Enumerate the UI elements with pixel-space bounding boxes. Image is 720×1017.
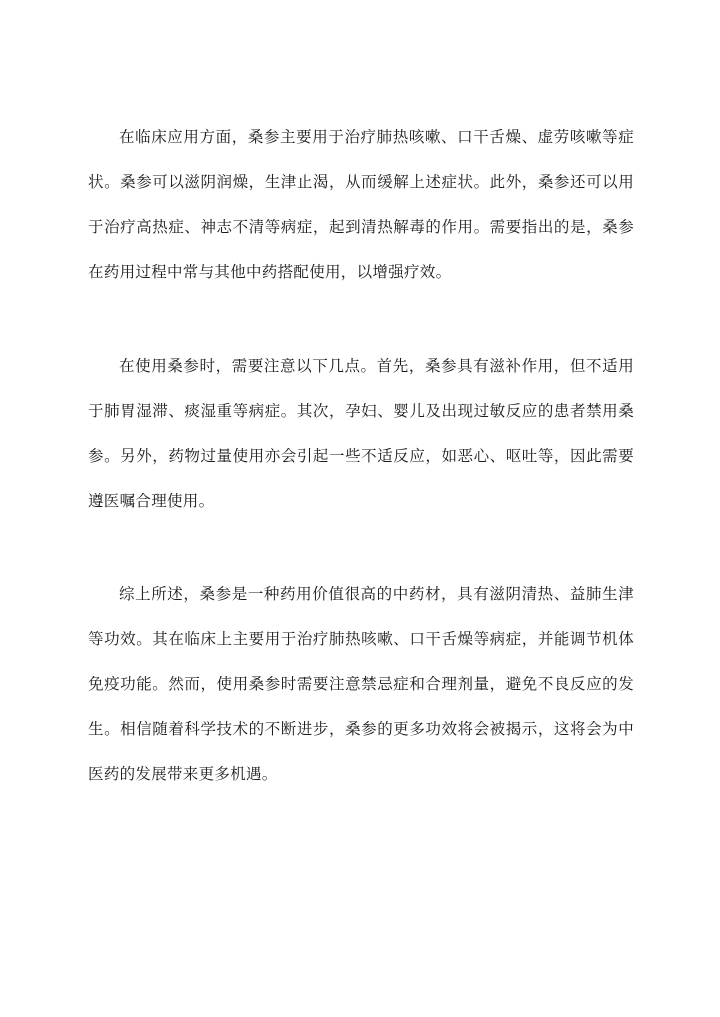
- paragraph-precautions: 在使用桑参时，需要注意以下几点。首先，桑参具有滋补作用，但不适用于肺胃湿滞、痰湿重等病症。其次，孕妇、婴儿及出现过敏反应的患者禁用桑参。另外，药物过量使用亦会引起一些不适反应，如恶心、呕吐等，因此需要遵医嘱合理使用。: [88, 357, 634, 510]
- paragraph-summary: 综上所述，桑参是一种药用价值很高的中药材，具有滋阴清热、益肺生津等功效。其在临床上主要用于治疗肺热咳嗽、口干舌燥等病症，并能调节机体免疫功能。然而，使用桑参时需要注意禁忌症和合理剂量，避免不良反应的发生。相信随着科学技术的不断进步，桑参的更多功效将会被揭示，这将会为中医药的发展带来更多机遇。: [88, 585, 634, 783]
- paragraph-clinical-use: 在临床应用方面，桑参主要用于治疗肺热咳嗽、口干舌燥、虚劳咳嗽等症状。桑参可以滋阴润燥，生津止渴，从而缓解上述症状。此外，桑参还可以用于治疗高热症、神志不清等病症，起到清热解毒的作用。需要指出的是，桑参在药用过程中常与其他中药搭配使用，以增强疗效。: [88, 128, 634, 281]
